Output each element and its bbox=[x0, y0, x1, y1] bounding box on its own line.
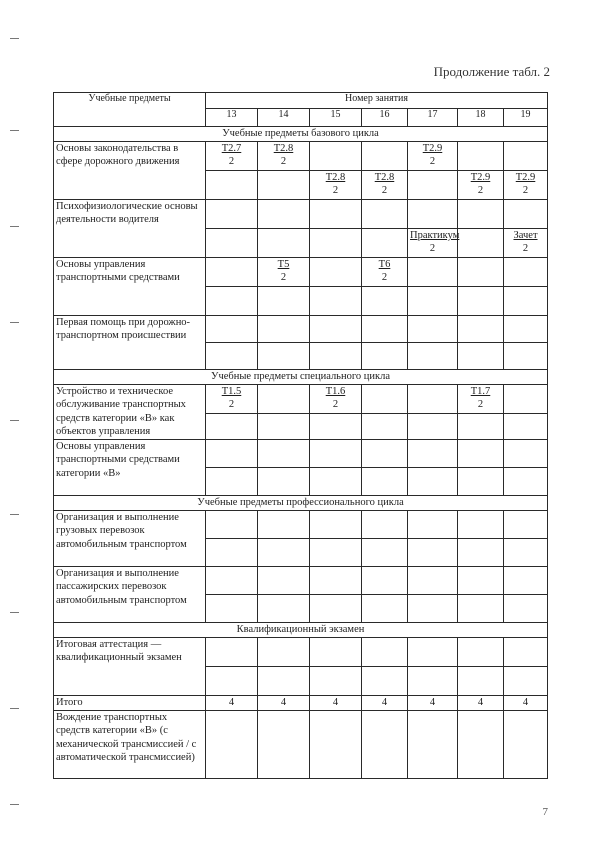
total-14: 4 bbox=[258, 696, 310, 711]
cell-empty bbox=[458, 440, 504, 468]
table-caption: Продолжение табл. 2 bbox=[433, 64, 550, 79]
cell-empty bbox=[310, 595, 362, 623]
cell-law-18 bbox=[458, 171, 504, 200]
topic-hours: 2 bbox=[332, 399, 339, 411]
cell-empty bbox=[458, 667, 504, 696]
cell-empty bbox=[362, 667, 408, 696]
cell-empty bbox=[258, 595, 310, 623]
topic-hours: 2 bbox=[429, 243, 436, 255]
cell-empty bbox=[362, 595, 408, 623]
cell-empty bbox=[258, 171, 310, 200]
topic-code: Т5 bbox=[277, 259, 290, 270]
cell-empty bbox=[504, 595, 548, 623]
cell-empty bbox=[504, 511, 548, 539]
total-16: 4 bbox=[362, 696, 408, 711]
section-professional: Учебные предметы профессионального цикла bbox=[54, 496, 548, 511]
subject-control: Основы управления транспортными средствами bbox=[54, 258, 206, 316]
cell-empty bbox=[362, 539, 408, 567]
cell-empty bbox=[310, 258, 362, 287]
cell-empty bbox=[504, 440, 548, 468]
lesson-col-16: 16 bbox=[362, 109, 408, 127]
topic-hours: 2 bbox=[429, 156, 436, 168]
cell-empty bbox=[206, 711, 258, 779]
topic-hours: 2 bbox=[228, 156, 235, 168]
cell-empty bbox=[310, 287, 362, 316]
cell-empty bbox=[206, 638, 258, 667]
lesson-col-19: 19 bbox=[504, 109, 548, 127]
cell-empty bbox=[206, 414, 258, 440]
cell-empty bbox=[408, 171, 458, 200]
cell-empty bbox=[310, 567, 362, 595]
cell-empty bbox=[408, 258, 458, 287]
cell-empty bbox=[362, 200, 408, 229]
cell-law-17 bbox=[408, 142, 458, 171]
subject-law: Основы законодательства в сфере дорожного движения bbox=[54, 142, 206, 200]
cell-empty bbox=[362, 440, 408, 468]
cell-empty bbox=[408, 287, 458, 316]
topic-hours: 2 bbox=[522, 185, 529, 197]
cell-empty bbox=[310, 711, 362, 779]
cell-empty bbox=[504, 287, 548, 316]
cell-empty bbox=[258, 287, 310, 316]
topic-hours: 2 bbox=[280, 272, 287, 284]
cell-empty bbox=[408, 511, 458, 539]
cell-empty bbox=[408, 385, 458, 414]
cell-empty bbox=[206, 316, 258, 343]
cell-empty bbox=[362, 142, 408, 171]
cell-psych-19 bbox=[504, 229, 548, 258]
cell-empty bbox=[362, 711, 408, 779]
cell-empty bbox=[458, 287, 504, 316]
cell-empty bbox=[310, 511, 362, 539]
cell-empty bbox=[362, 511, 408, 539]
topic-code: Т1.7 bbox=[470, 386, 491, 397]
cell-empty bbox=[206, 539, 258, 567]
cell-empty bbox=[458, 638, 504, 667]
topic-hours: 2 bbox=[228, 399, 235, 411]
total-15: 4 bbox=[310, 696, 362, 711]
total-19: 4 bbox=[504, 696, 548, 711]
cell-empty bbox=[458, 468, 504, 496]
page-number: 7 bbox=[542, 806, 548, 818]
cell-empty bbox=[504, 638, 548, 667]
cell-empty bbox=[310, 539, 362, 567]
total-18: 4 bbox=[458, 696, 504, 711]
subject-device: Устройство и техническое обслуживание транспортных средств категории «В» как объектов управления bbox=[54, 385, 206, 440]
cell-empty bbox=[206, 229, 258, 258]
cell-device-15 bbox=[310, 385, 362, 414]
section-special: Учебные предметы специального цикла bbox=[54, 370, 548, 385]
cell-empty bbox=[362, 343, 408, 370]
lesson-number-header: Номер занятия bbox=[206, 93, 548, 109]
topic-hours: 2 bbox=[280, 156, 287, 168]
cell-empty bbox=[310, 468, 362, 496]
cell-empty bbox=[504, 142, 548, 171]
cell-empty bbox=[408, 414, 458, 440]
topic-code: Т2.8 bbox=[374, 172, 395, 183]
topic-code: Т2.8 bbox=[325, 172, 346, 183]
cell-empty bbox=[310, 200, 362, 229]
cell-empty bbox=[362, 638, 408, 667]
cell-empty bbox=[458, 229, 504, 258]
cell-empty bbox=[504, 200, 548, 229]
cell-empty bbox=[310, 667, 362, 696]
topic-code: Т1.5 bbox=[221, 386, 242, 397]
cell-empty bbox=[206, 440, 258, 468]
cell-empty bbox=[408, 567, 458, 595]
topic-code: Т2.9 bbox=[470, 172, 491, 183]
cell-empty bbox=[206, 258, 258, 287]
cell-empty bbox=[310, 440, 362, 468]
lesson-col-15: 15 bbox=[310, 109, 362, 127]
total-13: 4 bbox=[206, 696, 258, 711]
subject-control-b: Основы управления транспортными средствами категории «В» bbox=[54, 440, 206, 496]
topic-hours: 2 bbox=[381, 272, 388, 284]
cell-empty bbox=[258, 711, 310, 779]
cell-empty bbox=[504, 258, 548, 287]
topic-code: Т2.9 bbox=[515, 172, 536, 183]
cell-empty bbox=[258, 440, 310, 468]
cell-empty bbox=[504, 468, 548, 496]
cell-device-13 bbox=[206, 385, 258, 414]
cell-empty bbox=[408, 200, 458, 229]
cell-empty bbox=[310, 638, 362, 667]
cell-empty bbox=[458, 539, 504, 567]
topic-hours: 2 bbox=[477, 185, 484, 197]
topic-hours: 2 bbox=[477, 399, 484, 411]
cell-empty bbox=[504, 343, 548, 370]
cell-empty bbox=[458, 595, 504, 623]
cell-device-18 bbox=[458, 385, 504, 414]
total-label: Итого bbox=[54, 696, 206, 711]
cell-empty bbox=[458, 711, 504, 779]
cell-empty bbox=[310, 316, 362, 343]
topic-code: Зачет bbox=[513, 230, 538, 241]
topic-code: Т6 bbox=[378, 259, 391, 270]
cell-empty bbox=[458, 200, 504, 229]
cell-empty bbox=[258, 667, 310, 696]
cell-empty bbox=[504, 316, 548, 343]
section-exam: Квалификационный экзамен bbox=[54, 623, 548, 638]
cell-empty bbox=[258, 414, 310, 440]
cell-law-19 bbox=[504, 171, 548, 200]
cell-empty bbox=[258, 638, 310, 667]
topic-code: Т1.6 bbox=[325, 386, 346, 397]
lesson-col-17: 17 bbox=[408, 109, 458, 127]
cell-empty bbox=[258, 229, 310, 258]
cell-empty bbox=[206, 567, 258, 595]
cell-empty bbox=[362, 229, 408, 258]
cell-empty bbox=[310, 229, 362, 258]
cell-empty bbox=[362, 567, 408, 595]
cell-empty bbox=[258, 385, 310, 414]
topic-code: Т2.8 bbox=[273, 143, 294, 154]
cell-empty bbox=[458, 511, 504, 539]
subjects-header: Учебные предметы bbox=[54, 93, 206, 127]
cell-empty bbox=[258, 468, 310, 496]
cell-psych-17 bbox=[408, 229, 458, 258]
cell-empty bbox=[408, 343, 458, 370]
cell-law-13 bbox=[206, 142, 258, 171]
cell-empty bbox=[362, 316, 408, 343]
cell-empty bbox=[408, 468, 458, 496]
cell-empty bbox=[258, 316, 310, 343]
cell-law-15 bbox=[310, 171, 362, 200]
subject-cargo: Организация и выполнение грузовых перевозок автомобильным транспортом bbox=[54, 511, 206, 567]
cell-empty bbox=[206, 200, 258, 229]
subject-psych: Психофизиологические основы деятельности водителя bbox=[54, 200, 206, 258]
cell-empty bbox=[206, 343, 258, 370]
cell-empty bbox=[258, 511, 310, 539]
topic-hours: 2 bbox=[522, 243, 529, 255]
cell-empty bbox=[504, 667, 548, 696]
topic-code: Т2.7 bbox=[221, 143, 242, 154]
cell-empty bbox=[458, 414, 504, 440]
cell-empty bbox=[504, 567, 548, 595]
cell-empty bbox=[362, 414, 408, 440]
schedule-table bbox=[53, 92, 548, 779]
cell-empty bbox=[206, 511, 258, 539]
cell-empty bbox=[408, 711, 458, 779]
topic-code: Практикум bbox=[410, 230, 460, 241]
cell-empty bbox=[408, 316, 458, 343]
topic-code: Т2.9 bbox=[422, 143, 443, 154]
lesson-col-18: 18 bbox=[458, 109, 504, 127]
cell-empty bbox=[504, 539, 548, 567]
lesson-col-13: 13 bbox=[206, 109, 258, 127]
cell-empty bbox=[206, 287, 258, 316]
cell-empty bbox=[458, 343, 504, 370]
cell-empty bbox=[310, 142, 362, 171]
cell-empty bbox=[408, 595, 458, 623]
subject-driving: Вождение транспортных средств категории «В» (с механической трансмиссией / с автоматической трансмиссией) bbox=[54, 711, 206, 779]
section-basic: Учебные предметы базового цикла bbox=[54, 127, 548, 142]
cell-empty bbox=[206, 667, 258, 696]
subject-passenger: Организация и выполнение пассажирских перевозок автомобильным транспортом bbox=[54, 567, 206, 623]
cell-empty bbox=[408, 539, 458, 567]
cell-empty bbox=[408, 638, 458, 667]
cell-empty bbox=[504, 385, 548, 414]
cell-empty bbox=[206, 171, 258, 200]
cell-empty bbox=[362, 385, 408, 414]
cell-empty bbox=[310, 343, 362, 370]
cell-empty bbox=[362, 468, 408, 496]
cell-empty bbox=[458, 567, 504, 595]
cell-empty bbox=[408, 440, 458, 468]
cell-empty bbox=[458, 258, 504, 287]
subject-first-aid: Первая помощь при дорожно-транспортном происшествии bbox=[54, 316, 206, 370]
lesson-col-14: 14 bbox=[258, 109, 310, 127]
cell-empty bbox=[258, 539, 310, 567]
topic-hours: 2 bbox=[381, 185, 388, 197]
cell-empty bbox=[258, 567, 310, 595]
cell-law-16 bbox=[362, 171, 408, 200]
cell-empty bbox=[206, 468, 258, 496]
total-17: 4 bbox=[408, 696, 458, 711]
cell-control-16 bbox=[362, 258, 408, 287]
cell-empty bbox=[408, 667, 458, 696]
cell-law-14 bbox=[258, 142, 310, 171]
cell-empty bbox=[362, 287, 408, 316]
cell-empty bbox=[458, 142, 504, 171]
cell-empty bbox=[206, 595, 258, 623]
cell-control-14 bbox=[258, 258, 310, 287]
cell-empty bbox=[258, 343, 310, 370]
cell-empty bbox=[504, 711, 548, 779]
topic-hours: 2 bbox=[332, 185, 339, 197]
cell-empty bbox=[504, 414, 548, 440]
cell-empty bbox=[310, 414, 362, 440]
subject-final-exam: Итоговая аттестация — квалификационный экзамен bbox=[54, 638, 206, 696]
cell-empty bbox=[258, 200, 310, 229]
cell-empty bbox=[458, 316, 504, 343]
